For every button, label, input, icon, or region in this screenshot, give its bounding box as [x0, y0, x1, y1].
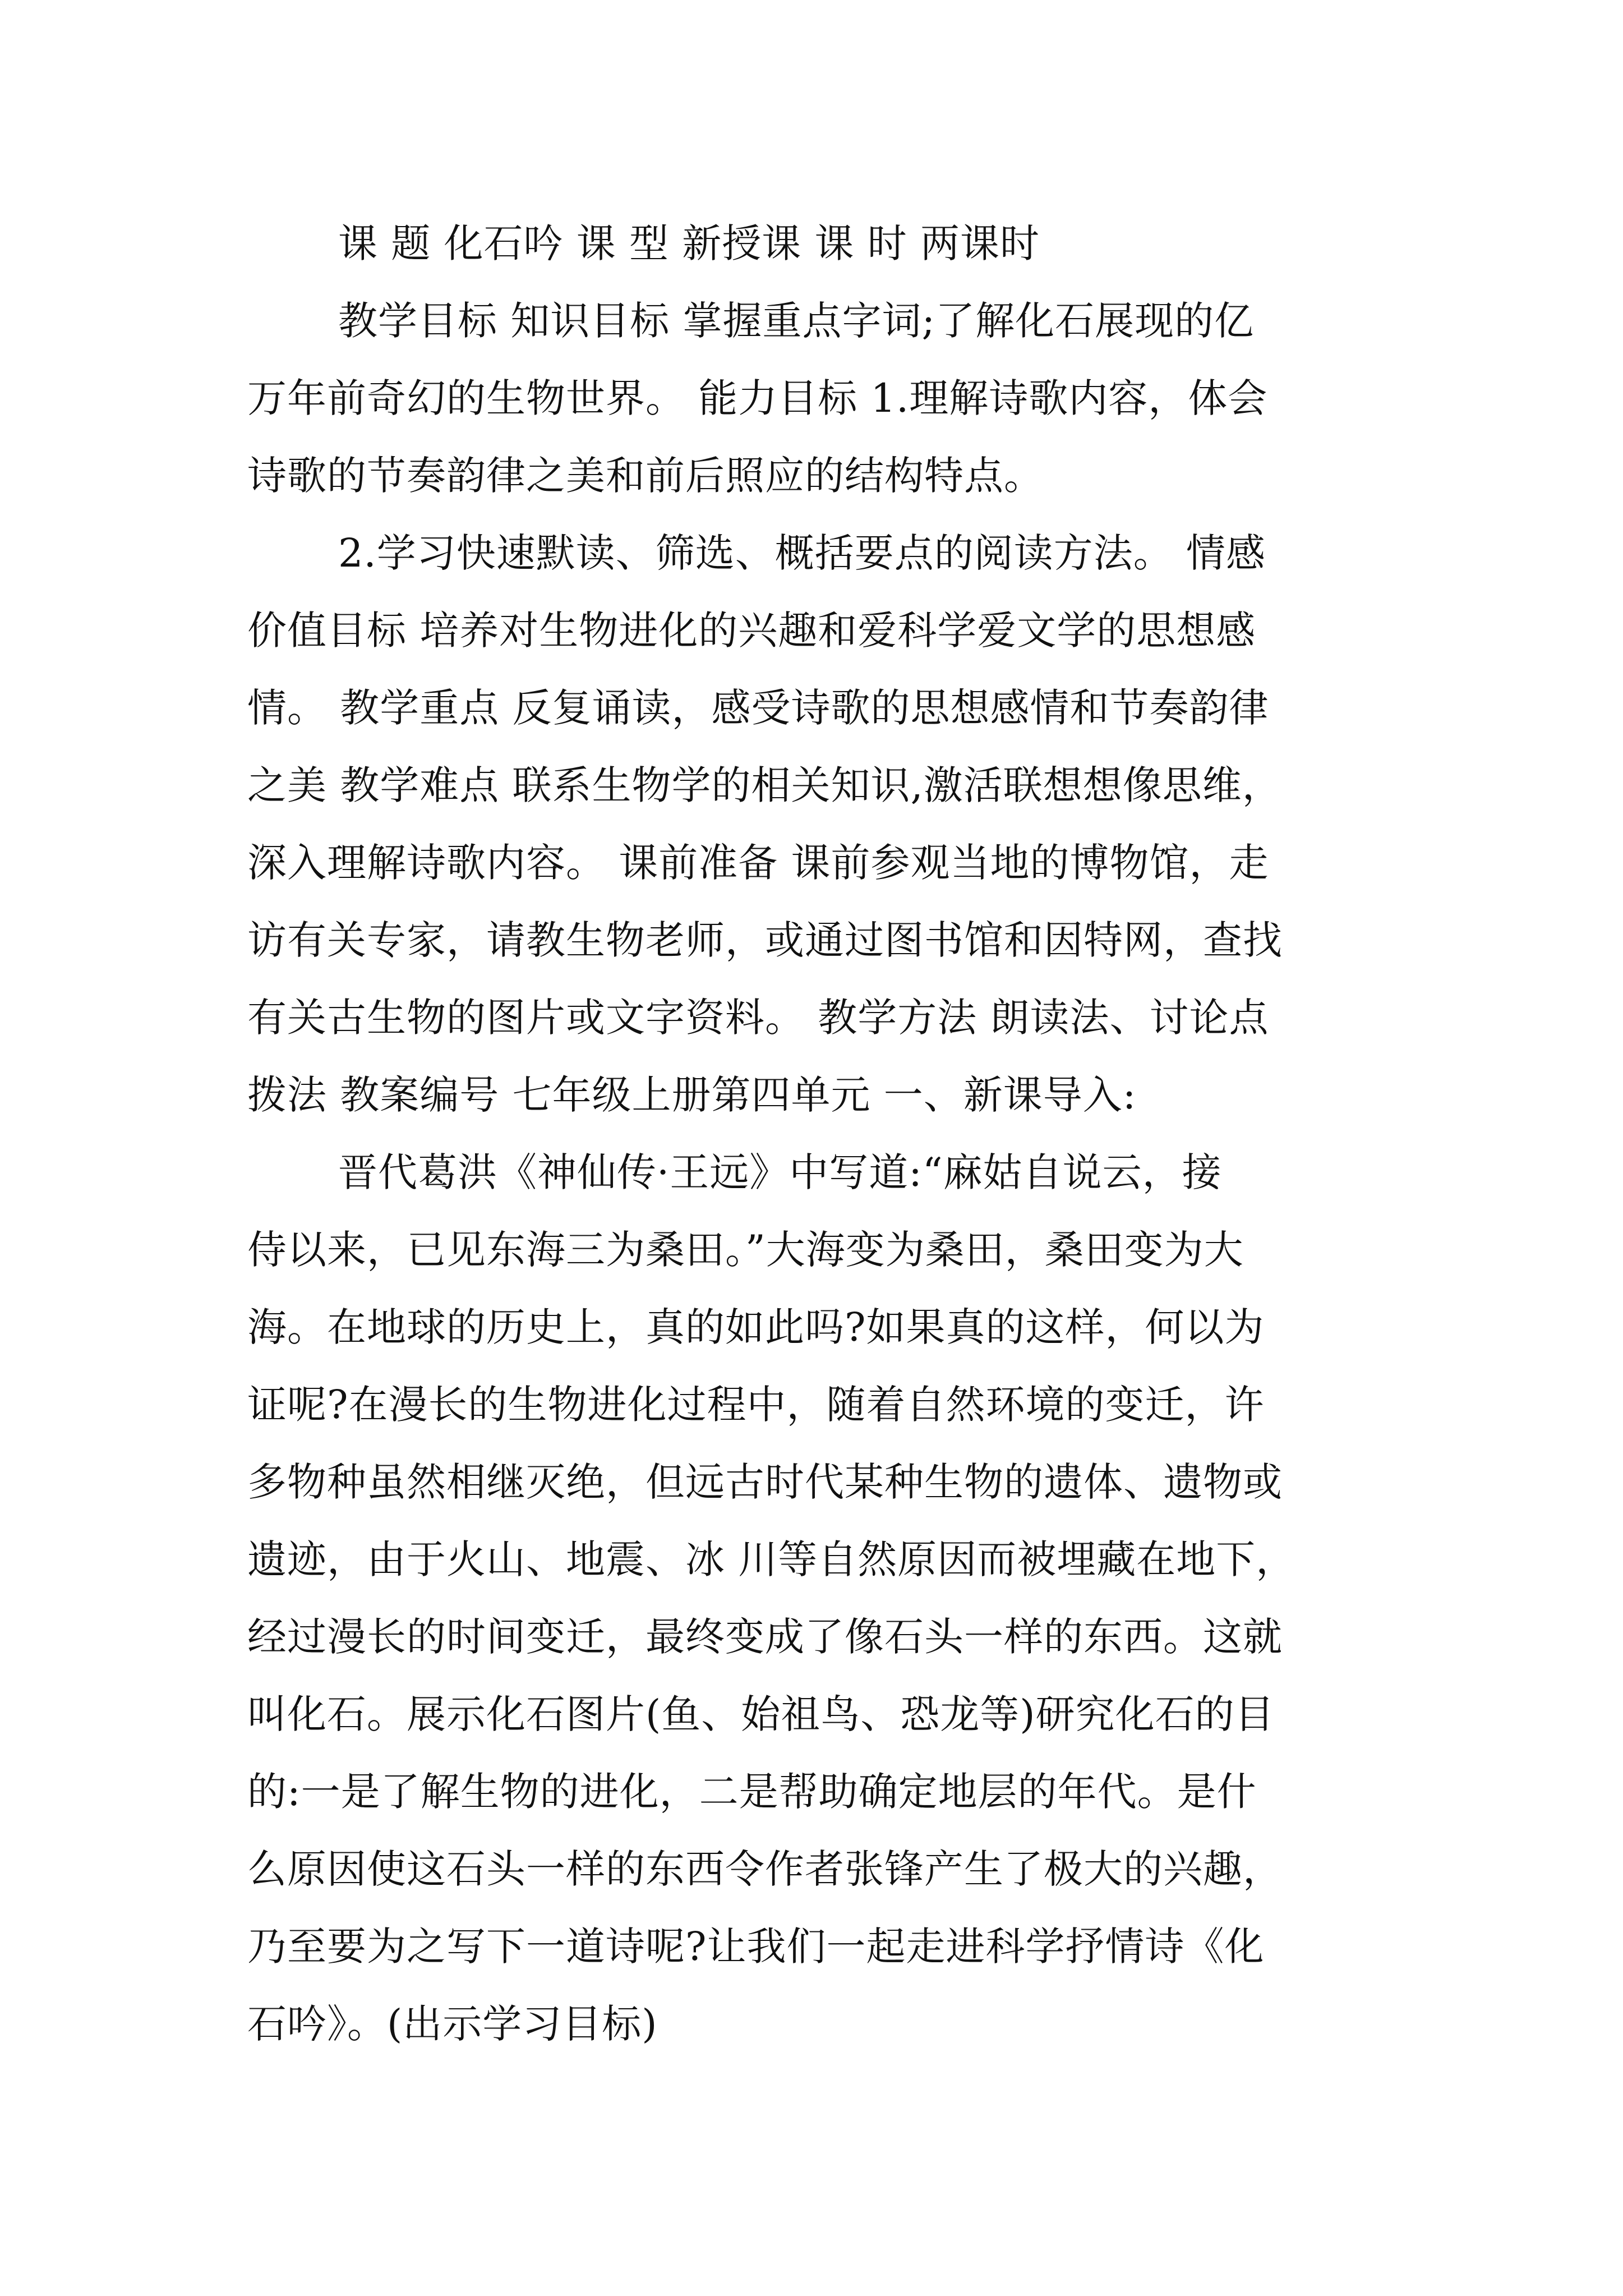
- paragraph-line: 叫化石。展示化石图片(鱼、始祖鸟、恐龙等)研究化石的目: [247, 1691, 1275, 1737]
- paragraph-line: 之美 教学难点 联系生物学的相关知识,激活联想想像思维，: [247, 762, 1282, 808]
- paragraph-line: 2.学习快速默读、筛选、概括要点的阅读方法。 情感: [338, 530, 1266, 576]
- paragraph-line: 多物种虽然相继灭绝，但远古时代某种生物的遗体、遗物或: [247, 1459, 1283, 1505]
- paragraph-line: 万年前奇幻的生物世界。 能力目标 1.理解诗歌内容，体会: [247, 375, 1268, 421]
- paragraph-line: 乃至要为之写下一道诗呢?让我们一起走进科学抒情诗《化: [247, 1924, 1265, 1970]
- paragraph-line: 情。 教学重点 反复诵读，感受诗歌的思想感情和节奏韵律: [247, 685, 1269, 731]
- paragraph-line: 拨法 教案编号 七年级上册第四单元 一、新课导入:: [247, 1072, 1137, 1118]
- paragraph-line: 石吟》。(出示学习目标): [247, 2001, 658, 2047]
- paragraph-line: 侍以来，已见东海三为桑田。”大海变为桑田，桑田变为大: [247, 1227, 1244, 1273]
- paragraph-line: 遗迹，由于火山、地震、冰 川等自然原因而被埋藏在地下，: [247, 1536, 1296, 1582]
- lesson-header-line: 课 题 化石吟 课 型 新授课 课 时 两课时: [338, 220, 1040, 266]
- paragraph-line: 深入理解诗歌内容。 课前准备 课前参观当地的博物馆，走: [247, 840, 1269, 886]
- paragraph-line: 价值目标 培养对生物进化的兴趣和爱科学爱文学的思想感: [247, 608, 1256, 654]
- paragraph-line: 经过漫长的时间变迁，最终变成了像石头一样的东西。这就: [247, 1614, 1283, 1660]
- document-body: [247, 205, 1386, 2063]
- paragraph-line: 诗歌的节奏韵律之美和前后照应的结构特点。: [247, 453, 1044, 499]
- paragraph-line: 证呢?在漫长的生物进化过程中，随着自然环境的变迁，许: [247, 1382, 1265, 1428]
- paragraph-line: 海。在地球的历史上，真的如此吗?如果真的这样，何以为: [247, 1304, 1265, 1350]
- paragraph-line: 晋代葛洪《神仙传·王远》中写道:“麻姑自说云，接: [338, 1149, 1222, 1195]
- paragraph-line: 么原因使这石头一样的东西令作者张锋产生了极大的兴趣，: [247, 1846, 1283, 1892]
- paragraph-line: 访有关专家，请教生物老师，或通过图书馆和因特网，查找: [247, 917, 1283, 963]
- paragraph-line: 的:一是了解生物的进化，二是帮助确定地层的年代。是什: [247, 1769, 1257, 1815]
- paragraph-line: 有关古生物的图片或文字资料。 教学方法 朗读法、讨论点: [247, 995, 1269, 1041]
- paragraph-line: 教学目标 知识目标 掌握重点字词;了解化石展现的亿: [338, 298, 1255, 344]
